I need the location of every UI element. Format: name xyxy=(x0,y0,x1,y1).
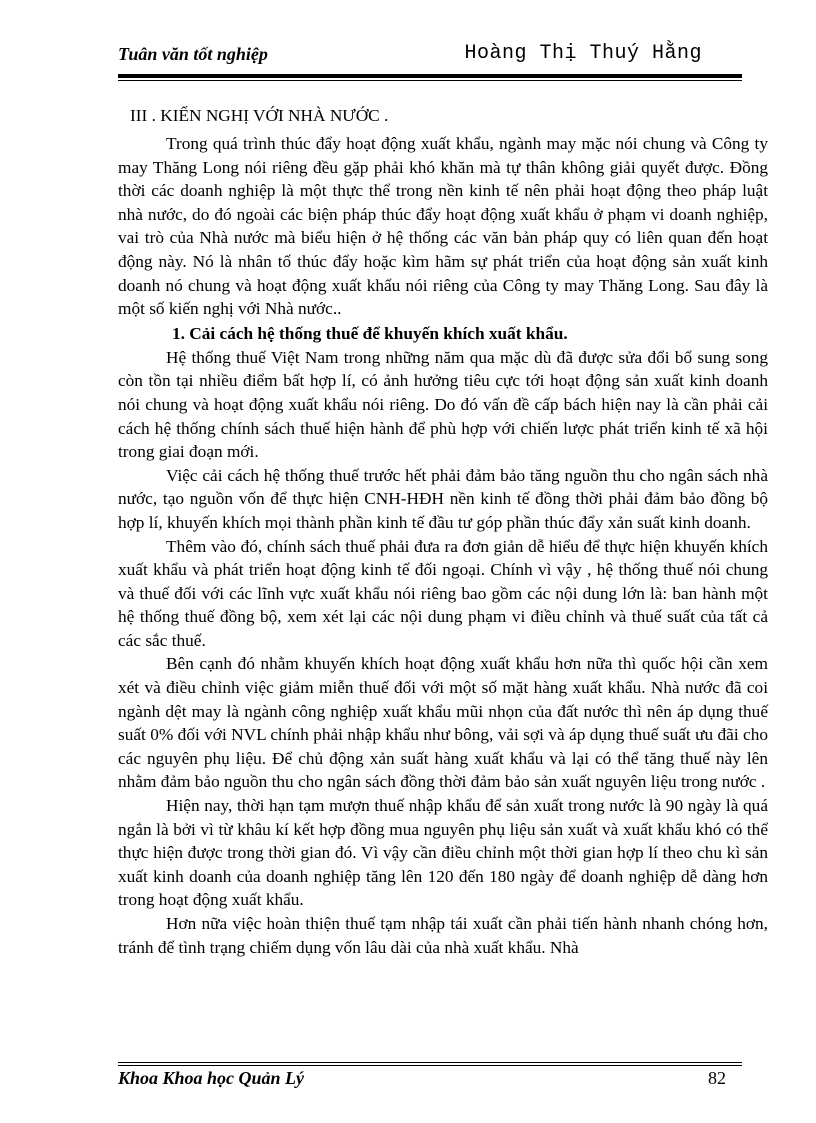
paragraph-tax-system: Hệ thống thuế Việt Nam trong những năm qua mặc dù đã được sửa đổi bổ sung song còn tồn tại nhiều điểm bất hợp lí, có ảnh hưởng tiêu cực tới hoạt động sản xuất kinh doanh nói chung và hoạt động xuất khẩu nói riêng. Do đó vấn đề cấp bách hiện nay là cần phải cải cách hệ thống chính sách thuế hiện hành để phù hợp với chiến lược phát triển kinh tế xã hội trong giai đoạn mới. xyxy=(118,347,768,462)
footer-faculty: Khoa Khoa học Quản Lý xyxy=(118,1068,305,1088)
page-number: 82 xyxy=(708,1068,726,1088)
page-header xyxy=(118,36,742,76)
header-thesis-label: Tuân văn tốt nghiệp xyxy=(118,44,268,64)
paragraph-tax-exemption: Bên cạnh đó nhằm khuyến khích hoạt động xuất khẩu hơn nữa thì quốc hội cần xem xét và điều chỉnh việc giảm miễn thuế đối với một số mặt hàng xuất khẩu. Nhà nước đã coi ngành dệt may là ngành công nghiệp xuất khẩu mũi nhọn của đất nước thì nên áp dụng thuế suất 0% đối với NVL chính phải nhập khẩu như bông, vải sợi và áp dụng thuế suất ưu đãi cho các nguyên phụ liệu. Để chủ động xản suất hàng xuất khẩu và lại có thể tăng thuế này lên nhằm đảm bảo nguồn thu cho ngân sách đồng thời đảm bảo sản xuất nguyên liệu trong nước . xyxy=(118,654,768,792)
paragraph-tax-policy: Thêm vào đó, chính sách thuế phải đưa ra đơn giản dễ hiểu để thực hiện khuyến khích xuất khẩu và phát triển hoạt động kinh tế đối ngoại. Chính vì vậy , hệ thống thuế nói chung và thuế đối với các lĩnh vực xuất khẩu nói riêng bao gồm các nội dung lớn là: ban hành một hệ thống thuế đồng bộ, xem xét lại các nội dung phạm vi điều chỉnh và thuế suất của tất cả các sắc thuế. xyxy=(118,536,768,650)
footer-rule xyxy=(118,1062,742,1063)
header-rule-thin xyxy=(118,80,742,81)
paragraph-temporary-import: Hiện nay, thời hạn tạm mượn thuế nhập khẩu để sản xuất trong nước là 90 ngày là quá ngắn là bởi vì từ khâu kí kết hợp đồng mua nguyên phụ liệu sản xuất và xuất khẩu khó có thể thực hiện được trong thời gian đó. Vì vậy cần điều chỉnh một thời gian hợp lí theo chu kì sản xuất kinh doanh của doanh nghiệp tăng lên 120 đến 180 ngày để doanh nghiệp dễ dàng hơn trong hoạt động xuất khẩu. xyxy=(118,796,768,910)
paragraph-reexport: Hơn nữa việc hoàn thiện thuế tạm nhập tái xuất cần phải tiến hành nhanh chóng hơn, tránh để tình trạng chiếm dụng vốn lâu dài của nhà xuất khẩu. Nhà xyxy=(118,914,768,957)
subheading-tax-reform: 1. Cải cách hệ thống thuế để khuyến khích xuất khẩu. xyxy=(172,323,568,343)
header-rule-thick xyxy=(118,74,742,78)
paragraph-tax-reform-goals: Việc cải cách hệ thống thuế trước hết phải đảm bảo tăng nguồn thu cho ngân sách nhà nước, tạo nguồn vốn để thực hiện CNH-HĐH nền kinh tế đồng thời phải đảm bảo đồng bộ hợp lí, khuyến khích mọi thành phần kinh tế đầu tư góp phần thúc đẩy xản suất kinh doanh. xyxy=(118,465,768,532)
header-author-name: Hoàng Thị Thuý Hằng xyxy=(464,42,702,65)
page-body xyxy=(118,100,768,959)
section-title: III . KIẾN NGHỊ VỚI NHÀ NƯỚC . xyxy=(130,106,389,125)
footer-rule-secondary xyxy=(118,1065,742,1066)
paragraph-intro: Trong quá trình thúc đẩy hoạt động xuất khẩu, ngành may mặc nói chung và Công ty may Thăng Long nói riêng đều gặp phải khó khăn mà tự thân không giải quyết được. Đồng thời các doanh nghiệp là một thực thể trong nền kinh tế nên phải hoạt động theo pháp luật nhà nước, do đó ngoài các biện pháp thúc đẩy hoạt động xuất khẩu ở phạm vi doanh nghiệp, vai trò của Nhà nước mà biểu hiện ở hệ thống các văn bản pháp quy có liên quan đến hoạt động này. Nó là nhân tố thúc đẩy hoặc kìm hãm sự phát triển của hoạt động sản xuất kinh doanh nó chung và hoạt động xuất khẩu nói riêng của Công ty may Thăng Long. Sau đây là một số kiến nghị với Nhà nước.. xyxy=(118,134,768,319)
